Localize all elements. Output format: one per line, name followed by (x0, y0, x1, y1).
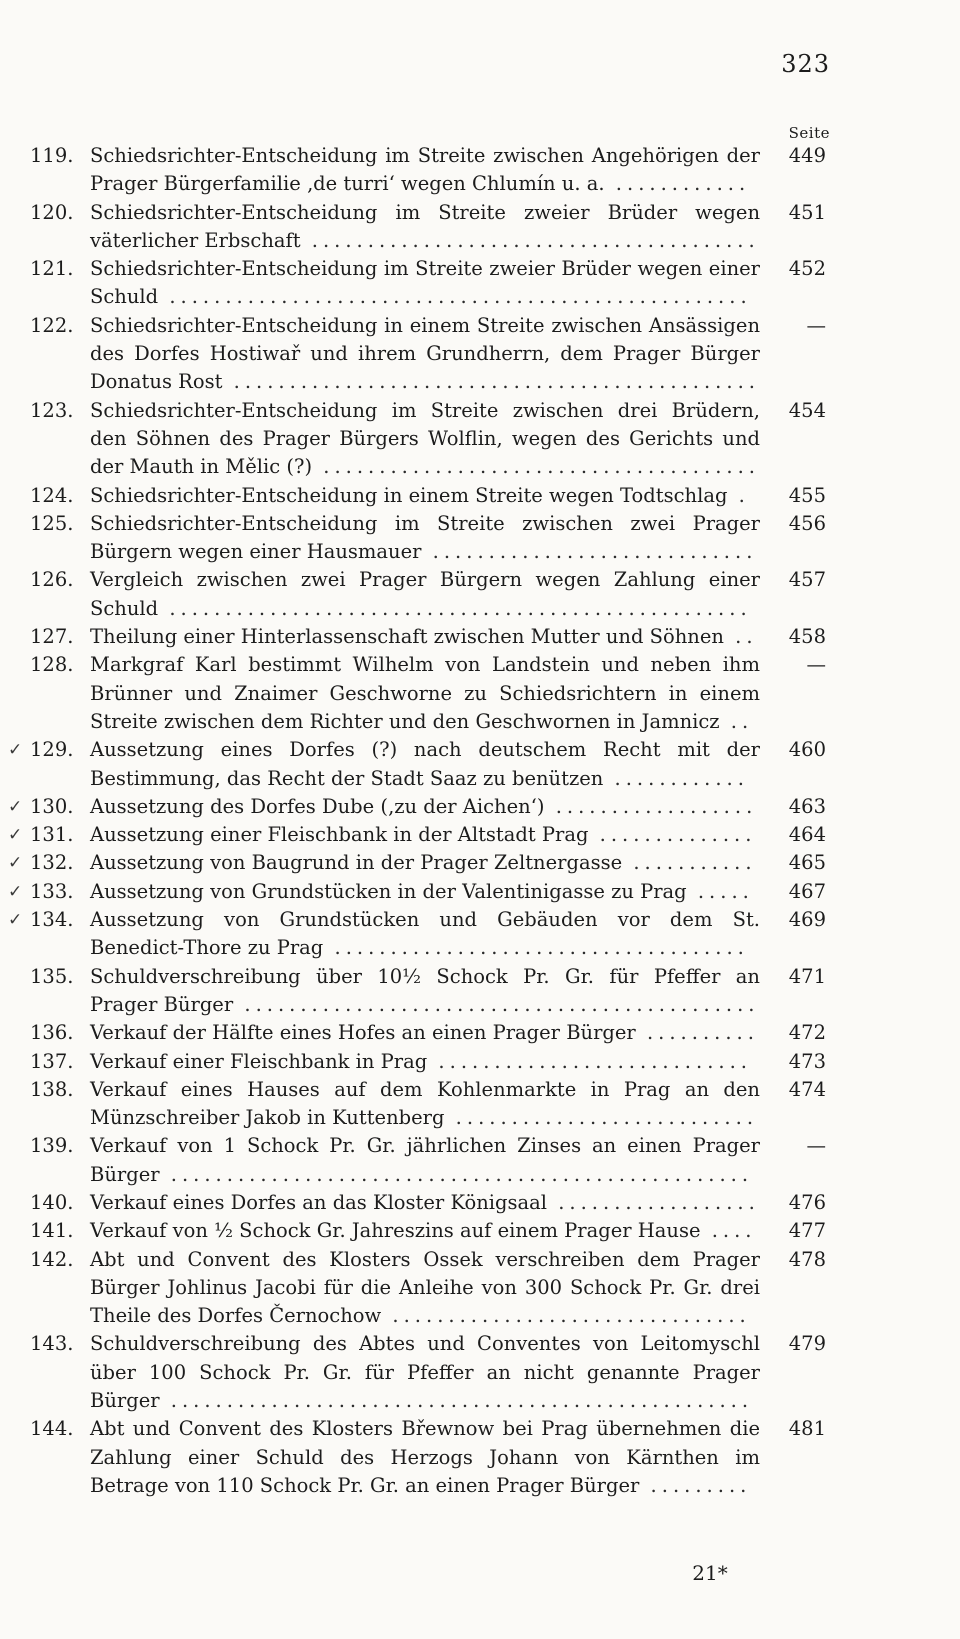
toc-entry (30, 651, 830, 736)
entry-number: 128. (30, 653, 74, 677)
dot-leader: ................................ (381, 1304, 751, 1328)
toc-entry (30, 1019, 830, 1047)
entry-number: 138. (30, 1077, 74, 1101)
entry-title (90, 1217, 760, 1245)
dot-leader: .................................................... (159, 1162, 754, 1186)
entry-title-text: Verkauf der Hälfte eines Hofes an einen Prager Bürger (90, 1021, 636, 1045)
entry-title-text: Schiedsrichter-Entscheidung im Streite zwischen zwei Prager Bürgern wegen einer Hausmauer (90, 511, 760, 564)
entry-number: 127. (30, 625, 74, 649)
entry-title-text: Abt und Convent des Klosters Břewnow bei Prag übernehmen die Zahlung einer Schuld des Herzogs Johann von Kärnthen im Betrage von 110 Schock Pr. Gr. an einen Prager Bürger (90, 1417, 760, 1497)
entry-title (90, 1048, 760, 1076)
toc-entry (30, 510, 830, 567)
dot-leader: .. (719, 709, 754, 733)
entry-title-text: Schiedsrichter-Entscheidung in einem Streite zwischen Ansässigen des Dorfes Hostiwař und ihrem Grundherrn, dem Prager Bürger Donatus Rost (90, 313, 760, 394)
entry-title (90, 510, 760, 567)
toc-entry (30, 142, 830, 199)
entry-title (90, 1246, 760, 1331)
entry-title (90, 1076, 760, 1133)
entry-number: 141. (30, 1219, 74, 1243)
dot-leader: ............................. (421, 540, 758, 564)
entry-page: — (806, 653, 826, 677)
entry-number: 134. (30, 908, 74, 932)
entry-page: 474 (788, 1077, 826, 1101)
toc-entry (8, 849, 830, 877)
toc-entry (8, 736, 830, 793)
dot-leader: .. (723, 625, 758, 649)
entry-number: 120. (30, 200, 74, 224)
entry-page: 452 (788, 257, 826, 281)
handwritten-check-mark: ✓ (8, 740, 23, 761)
entry-page: 473 (788, 1049, 826, 1073)
dot-leader: ....................................... (312, 455, 761, 479)
toc-entry (8, 878, 830, 906)
entry-page: 477 (788, 1219, 826, 1243)
toc-entry (30, 1415, 830, 1500)
entry-page: 454 (788, 398, 826, 422)
entry-title-text: Schuldverschreibung über 10½ Schock Pr. Gr. für Pfeffer an Prager Bürger (90, 964, 760, 1016)
entry-page: 479 (788, 1332, 826, 1356)
handwritten-check-mark: ✓ (8, 796, 23, 817)
toc-entry (30, 1330, 830, 1415)
dot-leader: ............ (604, 172, 751, 196)
dot-leader: ......... (639, 1473, 752, 1497)
table-of-contents (8, 142, 830, 1500)
dot-leader: .................................................... (158, 596, 752, 620)
entry-title (90, 623, 760, 651)
entry-title (90, 566, 760, 623)
entry-page: 457 (788, 568, 826, 592)
entry-title (90, 849, 760, 877)
entry-page: — (806, 1134, 826, 1158)
entry-number: 142. (30, 1247, 74, 1271)
entry-page: 456 (788, 511, 826, 535)
dot-leader: ..................................... (323, 936, 749, 960)
entry-page: 458 (788, 625, 826, 649)
dot-leader: .... (700, 1219, 757, 1243)
entry-number: 140. (30, 1190, 74, 1214)
handwritten-check-mark: ✓ (8, 853, 23, 874)
entry-page: 464 (788, 823, 826, 847)
entry-title (90, 312, 760, 397)
dot-leader: ............................................... (222, 370, 760, 394)
entry-title-text: Schiedsrichter-Entscheidung im Streite zweier Brüder wegen einer Schuld (90, 257, 760, 309)
entry-number: 124. (30, 483, 74, 507)
toc-entry (8, 821, 830, 849)
entry-title (90, 142, 760, 199)
entry-title-text: Vergleich zwischen zwei Prager Bürgern wegen Zahlung einer Schuld (90, 568, 760, 620)
entry-page: 481 (788, 1417, 826, 1441)
toc-entry (30, 566, 830, 623)
dot-leader: ..... (686, 879, 754, 903)
toc-entry (8, 793, 830, 821)
entry-title-text: Aussetzung von Grundstücken und Gebäuden vor dem St. Benedict-Thore zu Prag (90, 908, 760, 960)
dot-leader: .......... (635, 1021, 759, 1045)
entry-title-text: Aussetzung von Grundstücken in der Valentinigasse zu Prag (90, 879, 687, 903)
entry-page: 465 (788, 851, 826, 875)
column-header-seite: Seite (788, 124, 830, 142)
toc-entry (30, 1189, 830, 1217)
entry-number: 119. (30, 144, 74, 167)
entry-number: 123. (30, 398, 74, 422)
dot-leader: ........... (622, 851, 757, 875)
entry-title-text: Verkauf eines Hauses auf dem Kohlenmarkte in Prag an den Münzschreiber Jakob in Kuttenberg (90, 1077, 760, 1130)
entry-title (90, 1415, 760, 1500)
dot-leader: .............................................. (233, 992, 760, 1016)
toc-entry (30, 312, 830, 397)
toc-entry (30, 1217, 830, 1245)
entry-title (90, 255, 760, 312)
entry-title (90, 1189, 760, 1217)
entry-number: 143. (30, 1332, 74, 1356)
dot-leader: .............. (588, 823, 757, 847)
entry-page: 451 (788, 200, 826, 224)
entry-title (90, 821, 760, 849)
handwritten-check-mark: ✓ (8, 825, 23, 846)
entry-title (90, 906, 760, 963)
entry-title (90, 878, 760, 906)
entry-title-text: Schiedsrichter-Entscheidung in einem Streite wegen Todtschlag (90, 483, 728, 507)
entry-title-text: Markgraf Karl bestimmt Wilhelm von Landstein und neben ihm Brünner und Znaimer Geschworne zu Schiedsrichtern in einem Streite zwischen dem Richter und den Geschwornen in Jamnicz (90, 653, 760, 733)
entry-title-text: Theilung einer Hinterlassenschaft zwischen Mutter und Söhnen (90, 625, 724, 649)
signature-mark: 21* (692, 1561, 728, 1585)
entry-number: 135. (30, 964, 74, 988)
entry-page: 467 (788, 879, 826, 903)
dot-leader: ........................... (444, 1106, 759, 1130)
entry-title-text: Verkauf von 1 Schock Pr. Gr. jährlichen Zinses an einen Prager Bürger (90, 1134, 760, 1186)
entry-number: 130. (30, 794, 74, 818)
entry-title-text: Schuldverschreibung des Abtes und Conventes von Leitomyschl über 100 Schock Pr. Gr. für Pfeffer an nicht genannte Prager Bürger (90, 1332, 760, 1413)
entry-number: 133. (30, 879, 74, 903)
entry-title (90, 651, 760, 736)
entry-page: 469 (788, 908, 826, 932)
toc-entry (30, 623, 830, 651)
entry-page: 471 (788, 964, 826, 988)
dot-leader: ............................ (427, 1049, 752, 1073)
entry-title-text: Verkauf eines Dorfes an das Kloster Königsaal (90, 1190, 548, 1214)
toc-entry (30, 1246, 830, 1331)
entry-title-text: Aussetzung eines Dorfes (?) nach deutschem Recht mit der Bestimmung, das Recht der Stadt Saaz zu benützen (90, 738, 760, 790)
entry-title-text: Verkauf von ½ Schock Gr. Jahreszins auf einem Prager Hause (90, 1219, 701, 1243)
entry-title (90, 1330, 760, 1415)
entry-number: 122. (30, 313, 74, 337)
toc-entry (30, 963, 830, 1020)
toc-entry (30, 482, 830, 510)
entry-title (90, 793, 760, 821)
entry-page: 455 (788, 483, 826, 507)
handwritten-check-mark: ✓ (8, 910, 23, 931)
toc-entry (30, 199, 830, 256)
dot-leader: .................................................... (159, 1389, 754, 1413)
entry-page: 463 (788, 794, 826, 818)
toc-entry (30, 1076, 830, 1133)
entry-title (90, 736, 760, 793)
entry-number: 129. (30, 738, 74, 762)
entry-number: 139. (30, 1134, 74, 1158)
toc-entry (8, 906, 830, 963)
entry-number: 131. (30, 823, 74, 847)
dot-leader: .................. (547, 1190, 760, 1214)
entry-title-text: Aussetzung von Baugrund in der Prager Zeltnergasse (90, 851, 623, 875)
entry-number: 132. (30, 851, 74, 875)
dot-leader: .................. (544, 794, 758, 818)
entry-title (90, 1019, 760, 1047)
entry-page: — (806, 313, 826, 337)
entry-page: 460 (788, 738, 826, 762)
entry-title-text: Schiedsrichter-Entscheidung im Streite zweier Brüder wegen väterlicher Erbschaft (90, 200, 760, 252)
entry-title (90, 482, 760, 510)
handwritten-check-mark: ✓ (8, 881, 23, 902)
entry-page: 472 (788, 1021, 826, 1045)
entry-title-text: Abt und Convent des Klosters Ossek verschreiben dem Prager Bürger Johlinus Jacobi für die Anleihe von 300 Schock Pr. Gr. drei Theile des Dorfes Černochow (90, 1247, 760, 1328)
dot-leader: . (727, 483, 750, 507)
entry-title-text: Aussetzung einer Fleischbank in der Altstadt Prag (90, 823, 589, 847)
dot-leader: ........................................ (300, 228, 760, 252)
page-number: 323 (781, 50, 830, 78)
dot-leader: ............ (603, 766, 749, 790)
entry-title-text: Schiedsrichter-Entscheidung im Streite zwischen drei Brüdern, den Söhnen des Prager Bürgers Wolflin, wegen des Gerichts und der Mauth in Mělic (?) (90, 398, 760, 479)
entry-title-text: Verkauf einer Fleischbank in Prag (90, 1049, 428, 1073)
entry-title-text: Aussetzung des Dorfes Dube (‚zu der Aichen‘) (90, 794, 545, 818)
toc-entry (30, 1048, 830, 1076)
entry-number: 126. (30, 568, 74, 592)
toc-entry (30, 255, 830, 312)
dot-leader: .................................................... (158, 285, 752, 309)
entry-title-text: Schiedsrichter-Entscheidung im Streite zwischen Angehörigen der Prager Bürgerfamilie ‚de turri‘ wegen Chlumín u. a. (90, 144, 760, 196)
entry-title (90, 1132, 760, 1189)
entry-page: 476 (788, 1190, 826, 1214)
entry-number: 144. (30, 1417, 74, 1441)
entry-title (90, 963, 760, 1020)
entry-number: 121. (30, 257, 74, 281)
entry-page: 449 (788, 144, 826, 167)
entry-page: 478 (788, 1247, 826, 1271)
entry-number: 137. (30, 1049, 74, 1073)
toc-entry (30, 397, 830, 482)
entry-title (90, 397, 760, 482)
entry-number: 136. (30, 1021, 74, 1045)
entry-number: 125. (30, 511, 74, 535)
entry-title (90, 199, 760, 256)
toc-entry (30, 1132, 830, 1189)
